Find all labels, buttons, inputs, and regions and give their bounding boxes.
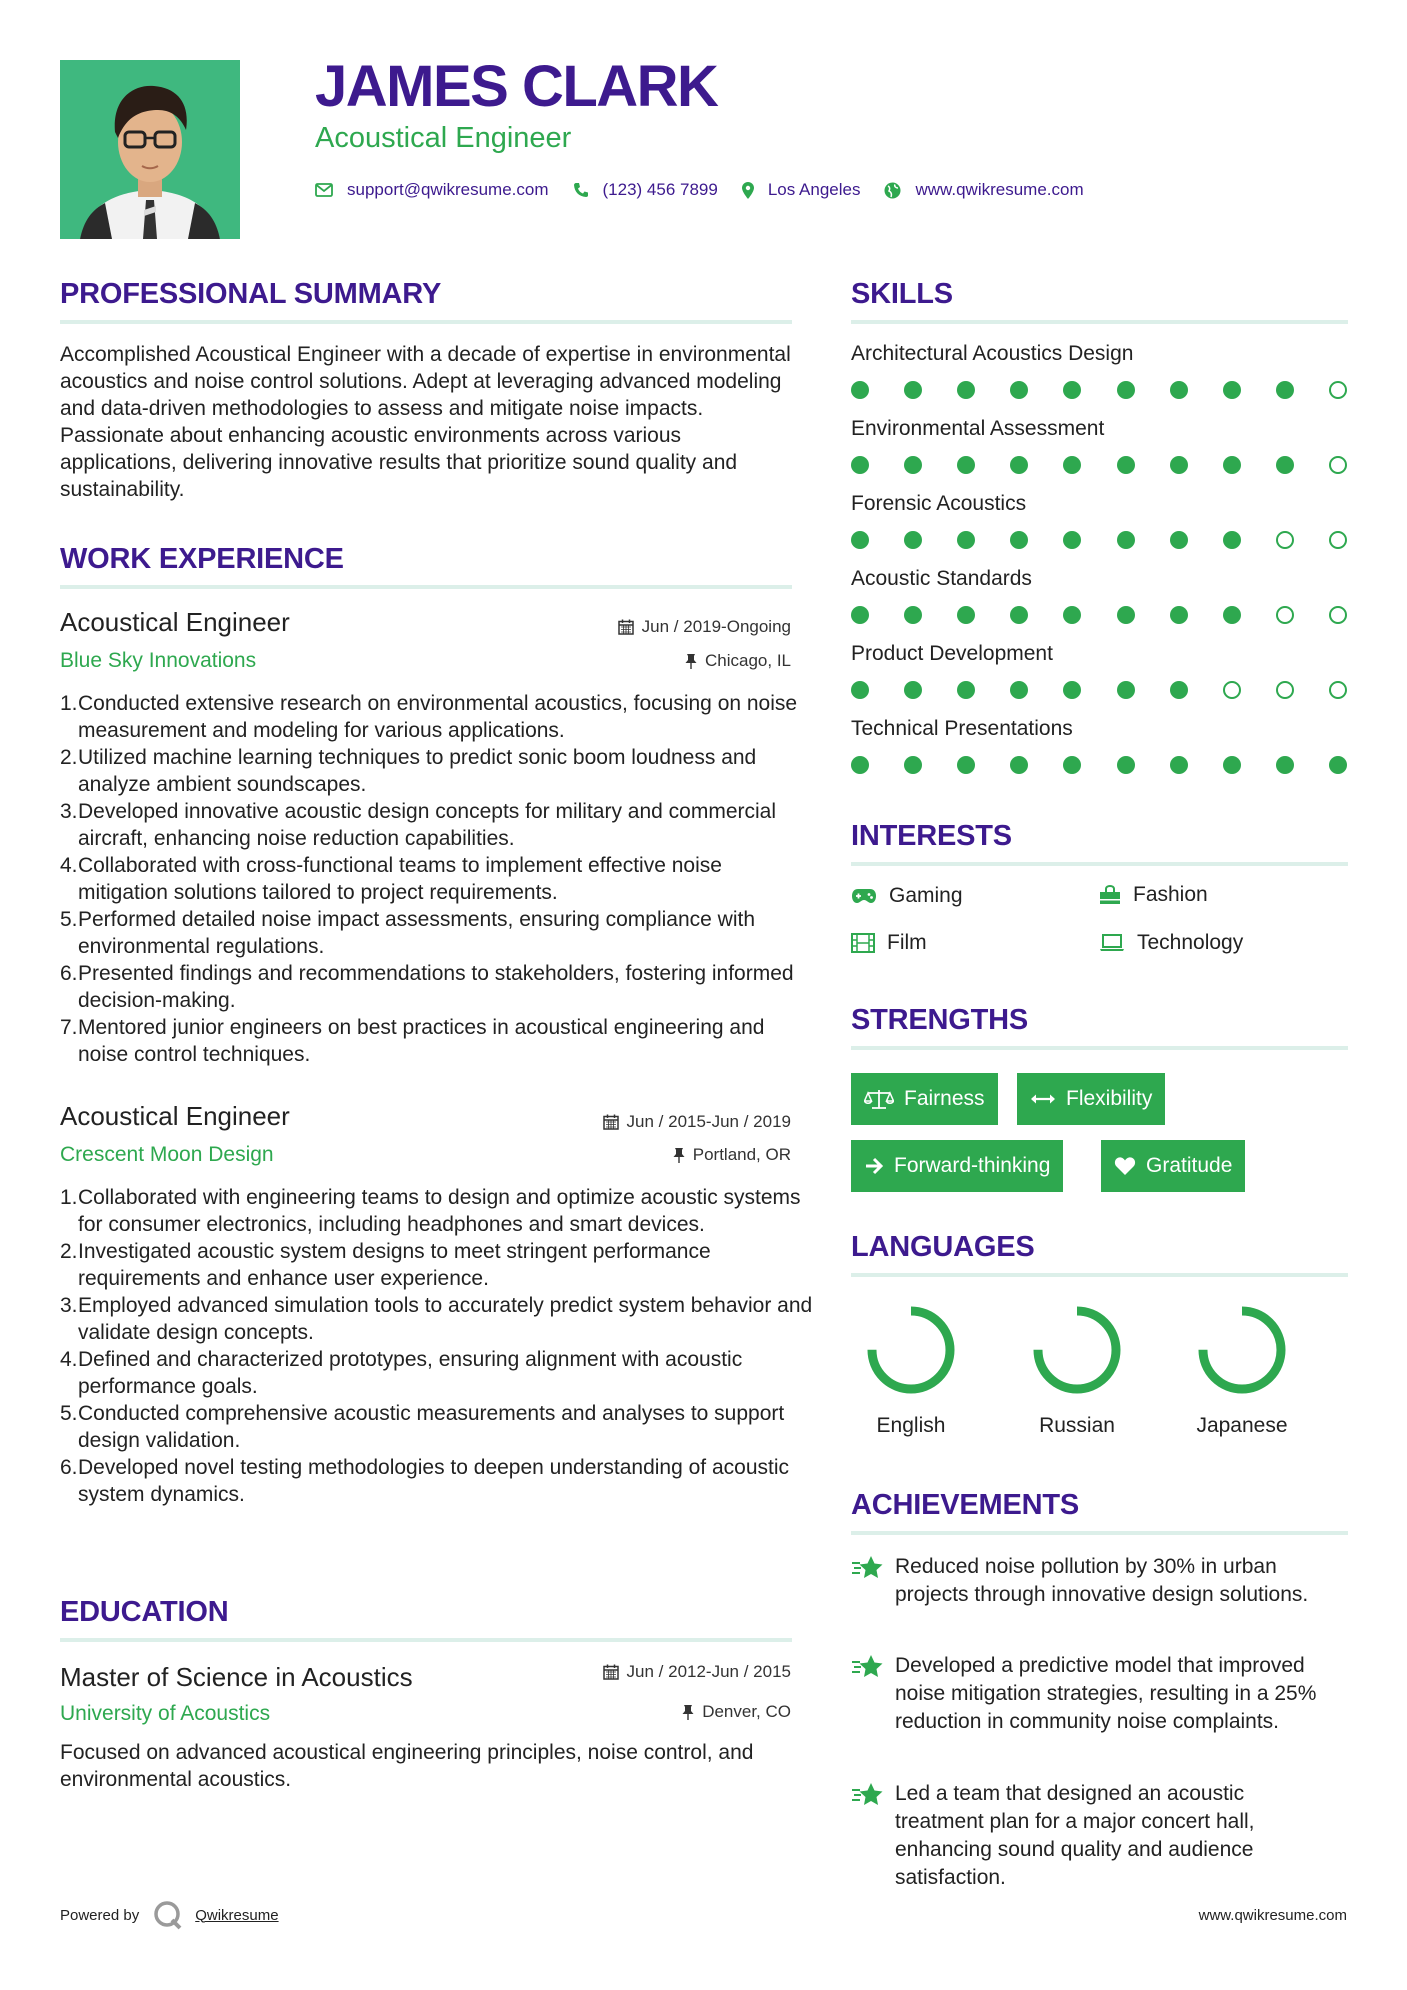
rating-dot-empty <box>1329 381 1347 399</box>
rating-dot-empty <box>1276 681 1294 699</box>
achievement-text: Led a team that designed an acoustic treatment plan for a major concert hall, enhancing sound quality and audience satisfaction. <box>895 1782 1255 1889</box>
achievement-item <box>851 1780 1331 1892</box>
rating-dot-filled <box>1117 606 1135 624</box>
calendar-icon <box>603 1664 619 1680</box>
rating-dot-filled <box>851 531 869 549</box>
education-description: Focused on advanced acoustical engineering principles, noise control, and environmental acoustics. <box>60 1741 754 1791</box>
list-item: 4. Defined and characterized prototypes, ensuring alignment with acoustic performance goals. <box>60 1348 743 1398</box>
job-company: Blue Sky Innovations <box>60 649 257 672</box>
job-role: Acoustical Engineer <box>60 1101 290 1131</box>
strengths-divider <box>851 1046 1348 1050</box>
experience-heading: WORK EXPERIENCE <box>60 543 344 575</box>
achievement-text: Reduced noise pollution by 30% in urban projects through innovative design solutions. <box>895 1555 1309 1606</box>
achievements-divider <box>851 1531 1348 1535</box>
rating-dot-filled <box>1063 531 1081 549</box>
language-item <box>1167 1300 1317 1438</box>
list-item: 3. Developed innovative acoustic design concepts for military and commercial aircraft, enhancing noise reduction capabilities. <box>60 800 777 850</box>
rating-dot-filled <box>1117 756 1135 774</box>
rating-dot-filled <box>957 456 975 474</box>
list-item: 1. Collaborated with engineering teams to design and optimize acoustic systems for consumer electronics, including headphones and smart devices. <box>60 1186 801 1236</box>
language-gauge <box>861 1300 961 1400</box>
job-company: Crescent Moon Design <box>60 1143 274 1166</box>
rating-dot-filled <box>1010 531 1028 549</box>
contact-website[interactable]: www.qwikresume.com <box>915 180 1084 199</box>
interest-fashion <box>1099 884 1208 905</box>
language-gauge-arc <box>1038 1311 1116 1389</box>
rating-dot-filled <box>904 606 922 624</box>
powered-by <box>60 1900 279 1930</box>
rating-dot-empty <box>1329 681 1347 699</box>
strength-label: Flexibility <box>1066 1087 1153 1110</box>
strength-tag <box>1017 1073 1165 1125</box>
rating-dot-filled <box>904 456 922 474</box>
rating-dot-empty <box>1223 681 1241 699</box>
qwikresume-link[interactable]: Qwikresume <box>195 1906 279 1924</box>
rating-dot-filled <box>851 681 869 699</box>
pin-icon <box>685 653 697 669</box>
rating-dot-filled <box>957 531 975 549</box>
balance-scale-icon <box>864 1088 894 1110</box>
rating-dot-filled <box>1170 531 1188 549</box>
language-name: English <box>876 1414 946 1437</box>
rating-dot-filled <box>1063 681 1081 699</box>
rating-dot-empty <box>1329 606 1347 624</box>
education-degree: Master of Science in Acoustics <box>60 1662 413 1692</box>
rating-dot-filled <box>1223 381 1241 399</box>
strength-tag <box>1101 1140 1245 1192</box>
summary-heading: PROFESSIONAL SUMMARY <box>60 278 442 310</box>
rating-dot-filled <box>1223 456 1241 474</box>
list-item: 3. Employed advanced simulation tools to accurately predict system behavior and validate design concepts. <box>60 1294 813 1344</box>
rating-dot-filled <box>851 456 869 474</box>
rating-dot-filled <box>1063 381 1081 399</box>
rating-dot-filled <box>1223 756 1241 774</box>
job-duties-list <box>60 690 814 1068</box>
star-icon <box>851 1652 895 1736</box>
contact-phone[interactable]: (123) 456 7899 <box>602 180 718 199</box>
rating-dot-filled <box>1117 381 1135 399</box>
list-item: 5. Conducted comprehensive acoustic measurements and analyses to support design validation. <box>60 1402 785 1452</box>
strength-label: Forward-thinking <box>894 1154 1051 1177</box>
rating-dot-filled <box>1170 681 1188 699</box>
interest-label: Film <box>887 931 927 954</box>
interests-divider <box>851 862 1348 866</box>
job-location <box>673 1146 791 1163</box>
list-item: 6. Presented findings and recommendations to stakeholders, fostering informed decision-making. <box>60 962 794 1012</box>
rating-dot-empty <box>1276 606 1294 624</box>
job-dates-text: Jun / 2019-Ongoing <box>641 617 791 636</box>
education-dates <box>603 1663 791 1680</box>
rating-dot-filled <box>1010 681 1028 699</box>
interest-label: Gaming <box>889 884 963 907</box>
gamepad-icon <box>851 888 877 904</box>
rating-dot-filled <box>1276 456 1294 474</box>
star-icon <box>851 1780 895 1892</box>
interests-heading: INTERESTS <box>851 820 1012 852</box>
list-item: 4. Collaborated with cross-functional teams to implement effective noise mitigation solutions tailored to project requirements. <box>60 854 722 904</box>
skill-name: Technical Presentations <box>851 717 1073 740</box>
contact-bar <box>315 178 1108 202</box>
list-item: 5. Performed detailed noise impact assessments, ensuring compliance with environmental regulations. <box>60 908 755 958</box>
heart-icon <box>1114 1156 1136 1176</box>
list-item: 2. Investigated acoustic system designs to meet stringent performance requirements and enhance user experience. <box>60 1240 711 1290</box>
rating-dot-filled <box>851 606 869 624</box>
summary-divider <box>60 320 792 324</box>
summary-text: Accomplished Acoustical Engineer with a decade of expertise in environmental acoustics and noise control solutions. Adept at leveraging advanced modeling and data-driven methodologies to assess and mitigate noise impacts. Passionate about enhancing acoustic environments across various applications, delivering innovative results that prioritize sound quality and sustainability. <box>60 343 791 501</box>
interest-label: Fashion <box>1133 883 1208 906</box>
rating-dot-filled <box>1010 456 1028 474</box>
calendar-icon <box>603 1114 619 1130</box>
envelope-icon <box>315 183 333 197</box>
rating-dot-filled <box>1329 756 1347 774</box>
strength-tag <box>851 1140 1063 1192</box>
qwikresume-logo-icon <box>153 1900 183 1930</box>
footer-website[interactable]: www.qwikresume.com <box>1198 1907 1347 1924</box>
achievement-text: Developed a predictive model that improved noise mitigation strategies, resulting in a 25% reduction in community noise complaints. <box>895 1654 1317 1733</box>
list-item: 2. Utilized machine learning techniques to predict sonic boom loudness and analyze ambient soundscapes. <box>60 746 757 796</box>
job-dates <box>618 618 791 635</box>
language-item <box>836 1300 986 1438</box>
strength-label: Fairness <box>904 1087 985 1110</box>
experience-divider <box>60 585 792 589</box>
rating-dot-filled <box>957 606 975 624</box>
calendar-icon <box>618 619 634 635</box>
rating-dot-filled <box>1276 756 1294 774</box>
candidate-title: Acoustical Engineer <box>315 122 572 154</box>
rating-dot-filled <box>904 531 922 549</box>
rating-dot-filled <box>957 381 975 399</box>
skill-name: Architectural Acoustics Design <box>851 342 1134 365</box>
interest-gaming <box>851 885 963 906</box>
star-icon <box>851 1553 895 1609</box>
skill-name: Product Development <box>851 642 1053 665</box>
rating-dot-filled <box>1170 756 1188 774</box>
contact-location: Los Angeles <box>767 180 861 199</box>
rating-dot-filled <box>904 681 922 699</box>
pin-icon <box>673 1147 685 1163</box>
list-item: 1. Conducted extensive research on environmental acoustics, focusing on noise measurement and modeling for various applications. <box>60 692 798 742</box>
skills-heading: SKILLS <box>851 278 953 310</box>
rating-dot-filled <box>1170 606 1188 624</box>
language-gauge-arc <box>1203 1311 1281 1389</box>
education-heading: EDUCATION <box>60 1596 229 1628</box>
rating-dot-filled <box>851 381 869 399</box>
skills-divider <box>851 320 1348 324</box>
shopping-bag-icon <box>1099 885 1121 905</box>
education-school: University of Acoustics <box>60 1702 271 1725</box>
rating-dot-filled <box>1276 381 1294 399</box>
language-name: Russian <box>1039 1414 1115 1437</box>
job-location-text: Chicago, IL <box>705 651 791 670</box>
rating-dot-filled <box>904 381 922 399</box>
job-dates-text: Jun / 2015-Jun / 2019 <box>626 1112 791 1131</box>
phone-icon <box>573 182 589 198</box>
strength-label: Gratitude <box>1146 1154 1233 1177</box>
rating-dot-empty <box>1329 531 1347 549</box>
arrows-horizontal-icon <box>1030 1093 1056 1105</box>
map-marker-icon <box>742 182 754 199</box>
language-item <box>1002 1300 1152 1438</box>
rating-dot-filled <box>851 756 869 774</box>
job-dates <box>603 1113 791 1130</box>
contact-email[interactable]: support@qwikresume.com <box>347 180 549 199</box>
globe-icon <box>884 182 901 199</box>
skill-name: Forensic Acoustics <box>851 492 1027 515</box>
candidate-name: JAMES CLARK <box>315 54 718 119</box>
rating-dot-filled <box>1170 381 1188 399</box>
strengths-heading: STRENGTHS <box>851 1004 1029 1036</box>
job-duties-list <box>60 1184 814 1508</box>
achievement-item <box>851 1652 1331 1736</box>
education-location-text: Denver, CO <box>702 1702 791 1721</box>
rating-dot-empty <box>1276 531 1294 549</box>
skill-name: Acoustic Standards <box>851 567 1032 590</box>
education-divider <box>60 1638 792 1642</box>
arrow-right-icon <box>864 1157 884 1175</box>
rating-dot-filled <box>1117 456 1135 474</box>
rating-dot-filled <box>904 756 922 774</box>
rating-dot-filled <box>1010 381 1028 399</box>
job-location <box>685 652 791 669</box>
rating-dot-filled <box>1223 606 1241 624</box>
rating-dot-filled <box>1010 606 1028 624</box>
languages-divider <box>851 1273 1348 1277</box>
education-location <box>682 1703 791 1720</box>
interest-technology <box>1099 932 1243 953</box>
powered-by-label: Powered by <box>60 1906 140 1924</box>
language-gauge <box>1192 1300 1292 1400</box>
language-gauge <box>1027 1300 1127 1400</box>
list-item: 7. Mentored junior engineers on best practices in acoustical engineering and noise control techniques. <box>60 1016 765 1066</box>
languages-heading: LANGUAGES <box>851 1231 1035 1263</box>
achievements-heading: ACHIEVEMENTS <box>851 1489 1080 1521</box>
rating-dot-filled <box>1063 756 1081 774</box>
rating-dot-filled <box>957 681 975 699</box>
list-item: 6. Developed novel testing methodologies to deepen understanding of acoustic system dynamics. <box>60 1456 789 1506</box>
education-dates-text: Jun / 2012-Jun / 2015 <box>626 1662 791 1681</box>
rating-dot-filled <box>957 756 975 774</box>
profile-photo <box>60 60 240 239</box>
pin-icon <box>682 1704 694 1720</box>
job-location-text: Portland, OR <box>692 1145 791 1164</box>
rating-dot-empty <box>1329 456 1347 474</box>
skill-name: Environmental Assessment <box>851 417 1105 440</box>
rating-dot-filled <box>1063 606 1081 624</box>
language-name: Japanese <box>1196 1414 1288 1437</box>
rating-dot-filled <box>1117 531 1135 549</box>
laptop-icon <box>1099 934 1125 952</box>
rating-dot-filled <box>1063 456 1081 474</box>
job-role: Acoustical Engineer <box>60 607 290 637</box>
rating-dot-filled <box>1010 756 1028 774</box>
strength-tag <box>851 1073 998 1125</box>
achievement-item <box>851 1553 1331 1609</box>
interest-film <box>851 932 927 953</box>
rating-dot-filled <box>1117 681 1135 699</box>
film-icon <box>851 933 875 953</box>
interest-label: Technology <box>1137 931 1244 954</box>
language-gauge-arc <box>872 1311 950 1389</box>
rating-dot-filled <box>1170 456 1188 474</box>
rating-dot-filled <box>1223 531 1241 549</box>
